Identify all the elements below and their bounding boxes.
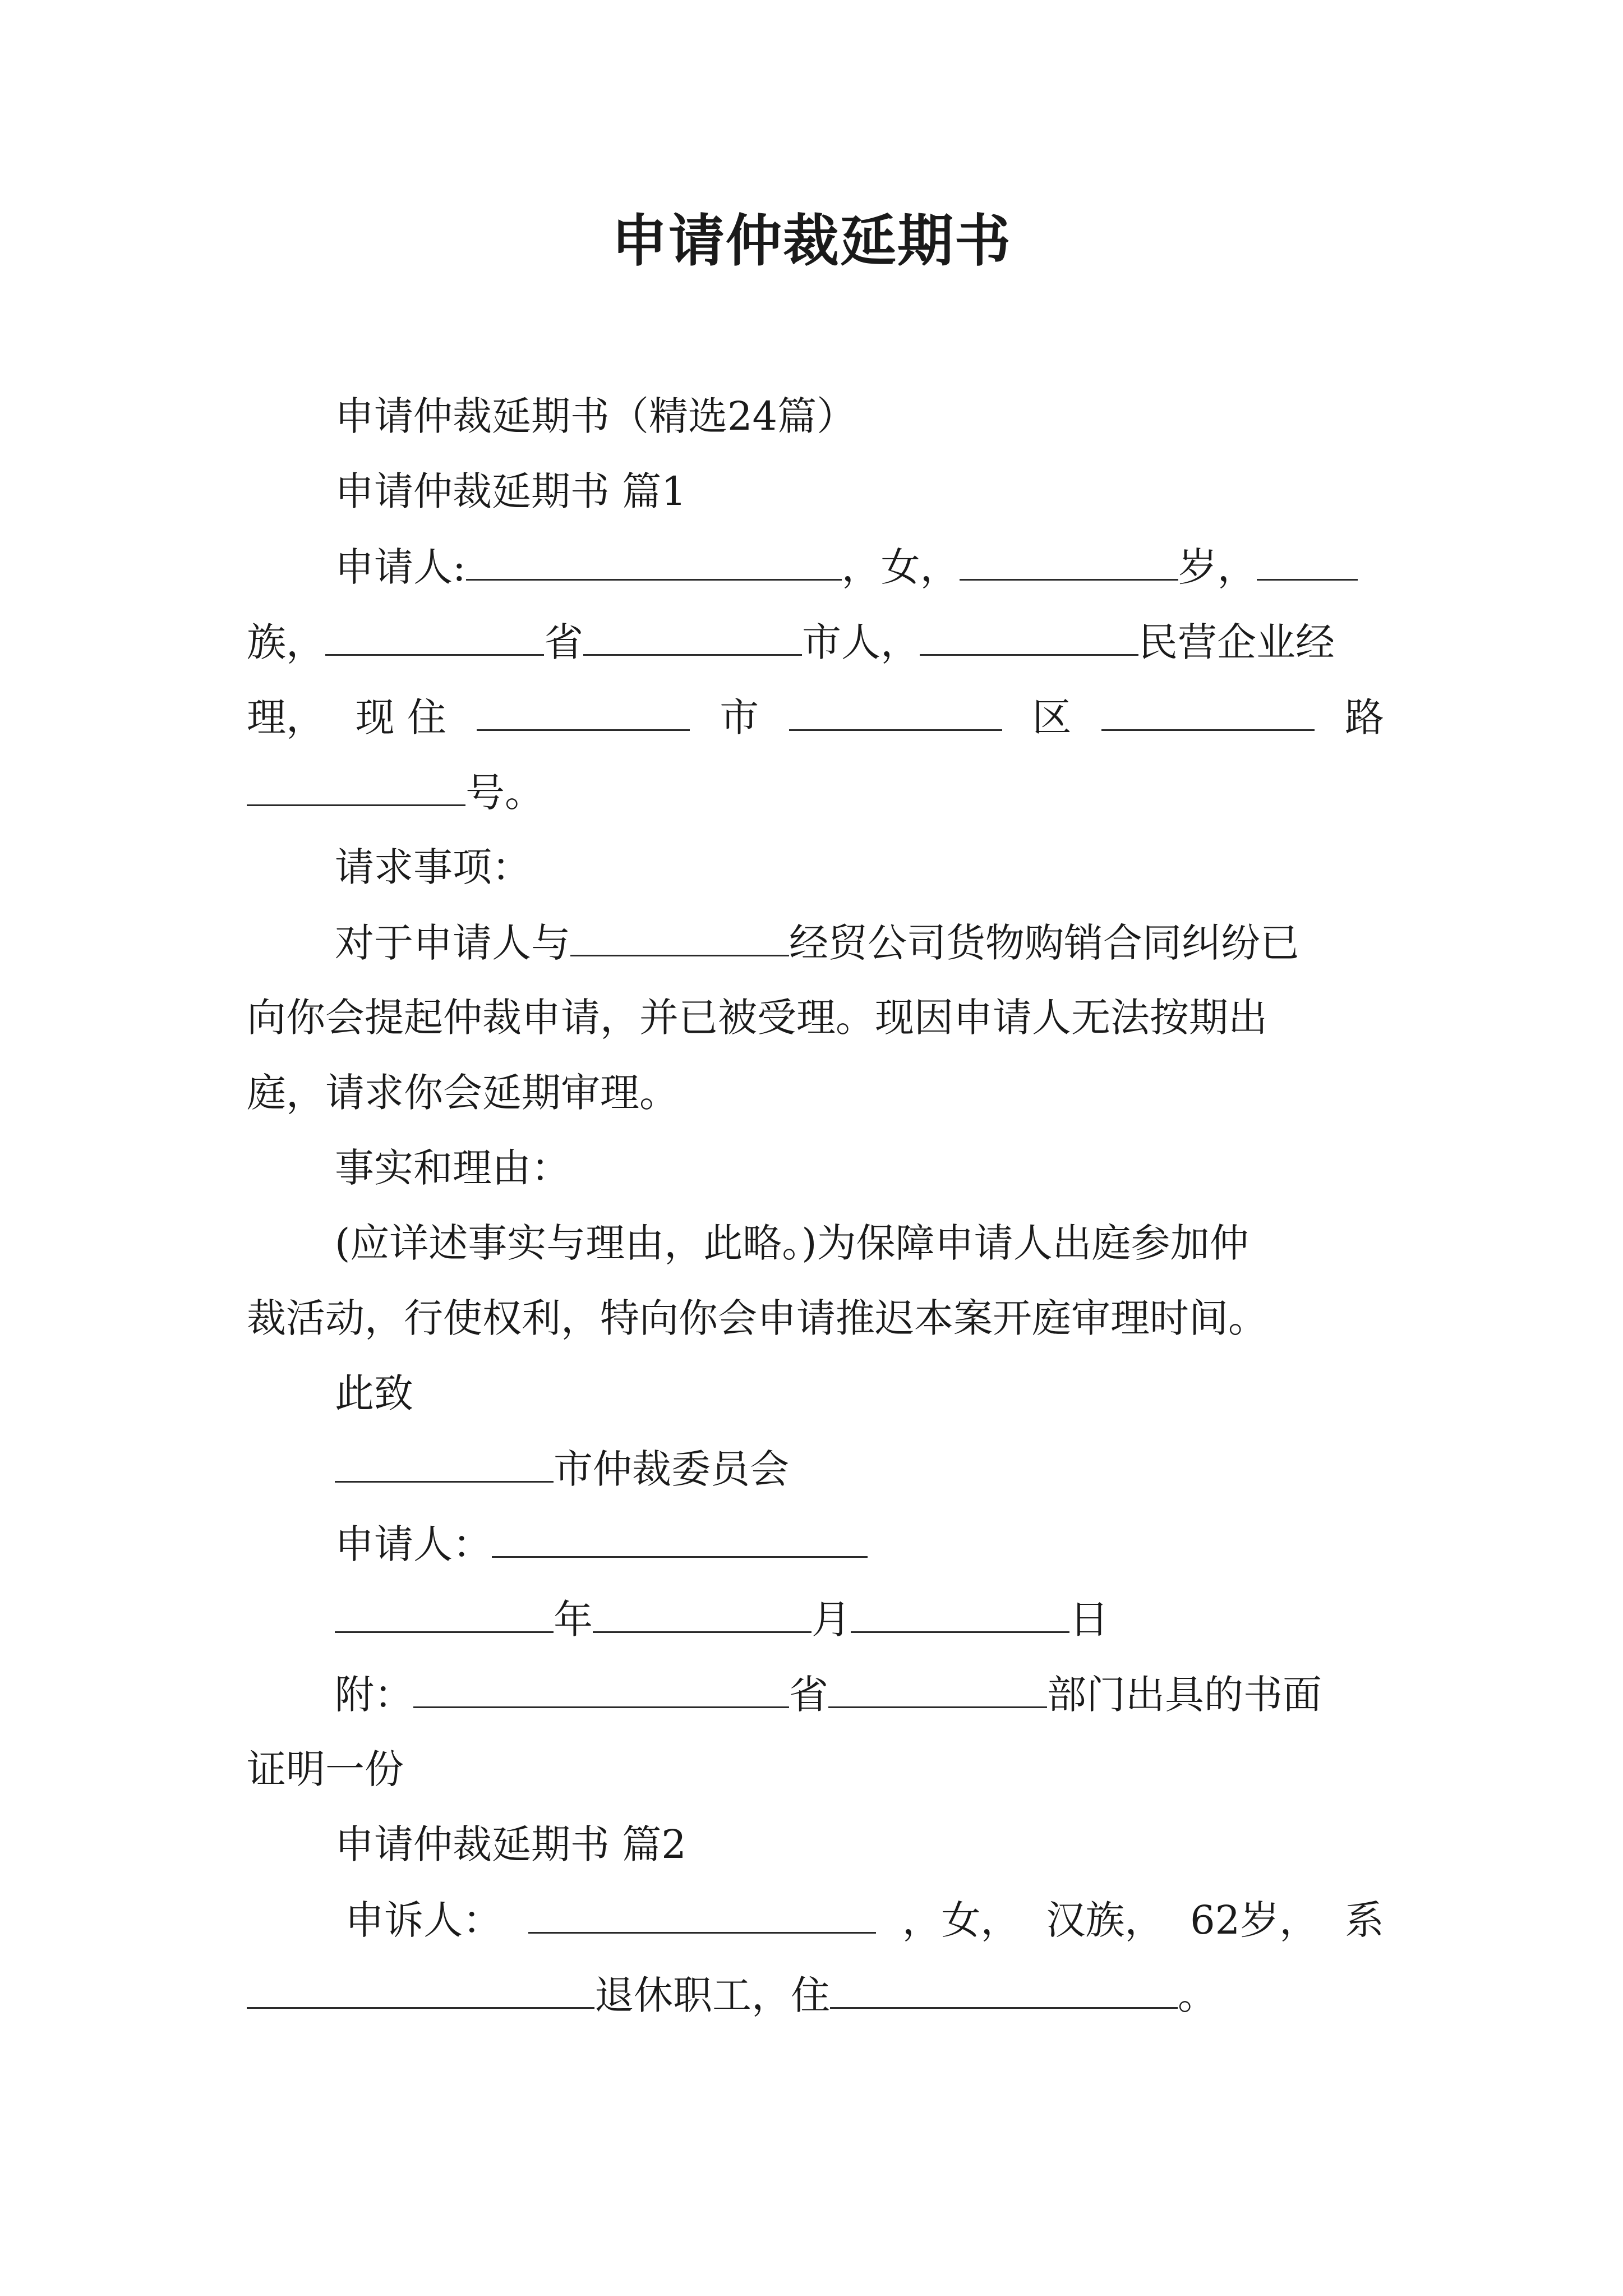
section-heading-1: 申请仲裁延期书 篇1 [335,468,686,514]
signature-blank[interactable] [492,1516,868,1558]
attachment-province-blank[interactable] [413,1666,789,1708]
complainant-line [345,1892,1384,1948]
complainant-label: 申诉人： [345,1897,502,1943]
request-text-b: 经贸公司货物购销合同纠纷已 [789,920,1299,966]
gender-text: ，女， [841,544,960,590]
regards-text: 此致 [335,1370,413,1416]
attachment-dept-blank[interactable] [828,1666,1047,1708]
signature-label: 申请人： [335,1521,492,1567]
attachment-label: 附： [335,1672,413,1718]
occupation-tail: 理， [247,694,325,740]
facts-label: 事实和理由： [335,1145,570,1191]
number-text: 号。 [465,770,544,816]
year-text: 年 [554,1596,593,1642]
month-blank[interactable] [593,1591,811,1633]
complainant-name-blank[interactable] [528,1892,876,1934]
request-line-1 [335,914,1299,971]
road-text: 路 [1344,694,1384,740]
house-number-blank[interactable] [247,764,465,806]
request-text-a: 对于申请人与 [335,920,570,966]
request-label: 请求事项： [335,844,531,890]
complainant-age: 62岁， [1190,1897,1319,1943]
province-text: 省 [544,619,583,665]
origin-line [247,614,1335,670]
month-text: 月 [811,1596,851,1642]
attachment-tail: 证明一份 [247,1746,404,1792]
facts-line-1: (应详述事实与理由，此略。)为保障申请人出庭参加仲 [335,1220,1249,1266]
applicant-line [335,539,1358,595]
attachment-line [335,1666,1322,1723]
day-text: 日 [1069,1596,1109,1642]
employer-blank[interactable] [247,1967,594,2009]
committee-line [335,1441,789,1497]
occupation-text: 民营企业经 [1138,619,1335,665]
end-mark: 。 [1178,1972,1217,2018]
ethnicity-blank[interactable] [1257,539,1358,581]
attachment-dept-text: 部门出具的书面 [1047,1672,1322,1718]
complainant-ethnic: 汉族， [1046,1897,1164,1943]
house-number-line [247,764,544,821]
live-at-text: 现 住 [355,694,446,740]
year-blank[interactable] [335,1591,554,1633]
retired-text: 退休职工，住 [594,1972,830,2018]
facts-line-2: 裁活动，行使权利，特向你会申请推迟本案开庭审理时间。 [247,1295,1267,1341]
attachment-province-text: 省 [789,1672,828,1718]
city-blank[interactable] [583,614,802,656]
request-line-3: 庭，请求你会延期审理。 [247,1070,679,1116]
committee-city-blank[interactable] [335,1441,554,1483]
signature-line [335,1516,868,1572]
complainant-gender: ，女， [902,1897,1020,1943]
complainant-is: 系 [1344,1897,1384,1943]
address-city-blank[interactable] [477,689,690,731]
residence-blank[interactable] [830,1967,1178,2009]
city-text: 市 [720,694,759,740]
company-blank[interactable] [920,614,1138,656]
age-suffix: 岁， [1178,544,1257,590]
date-line [335,1591,1109,1648]
day-blank[interactable] [851,1591,1069,1633]
committee-text: 市仲裁委员会 [554,1446,789,1492]
request-line-2: 向你会提起仲裁申请，并已被受理。现因申请人无法按期出 [247,995,1267,1041]
address-road-blank[interactable] [1101,689,1315,731]
complainant-address-line [247,1967,1217,2023]
section-heading-2: 申请仲裁延期书 篇2 [335,1821,686,1867]
province-blank[interactable] [325,614,544,656]
district-text: 区 [1032,694,1072,740]
applicant-label: 申请人: [335,544,466,590]
address-line [247,689,1384,746]
city-person-text: 市人， [802,619,920,665]
ethnicity-text: 族， [247,619,325,665]
name-blank[interactable] [466,539,842,581]
company-name-blank[interactable] [570,914,789,956]
document-title: 申请仲裁延期书 [611,208,1012,274]
age-blank[interactable] [960,539,1178,581]
address-district-blank[interactable] [789,689,1002,731]
subtitle: 申请仲裁延期书（精选24篇） [335,393,856,439]
